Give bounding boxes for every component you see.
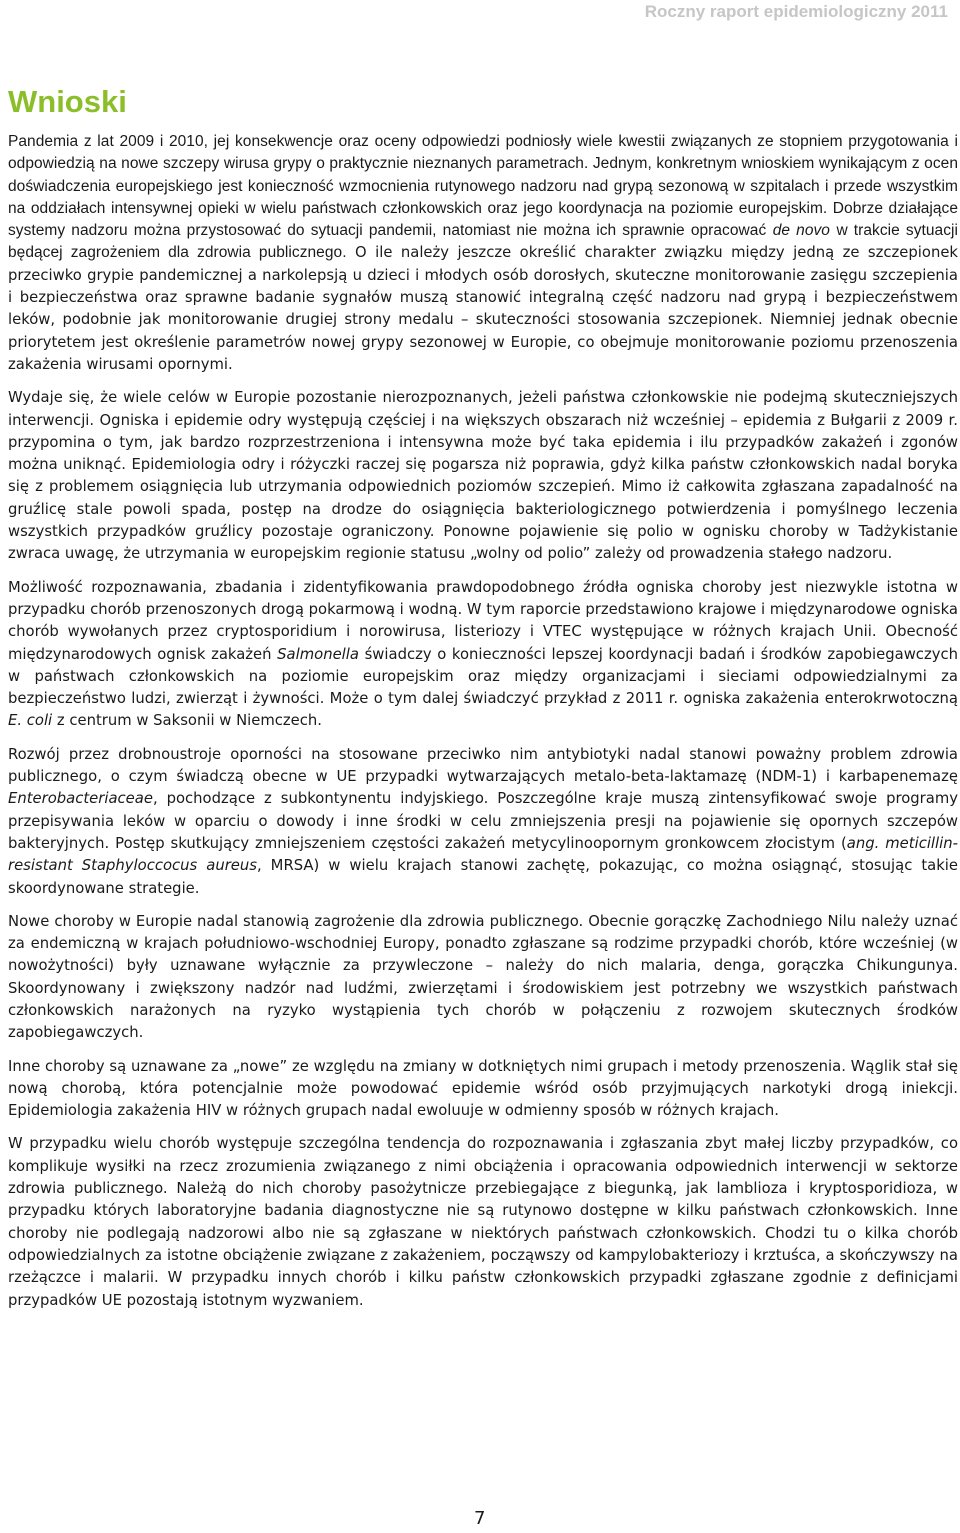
paragraph-text: z centrum w Saksonii w Niemczech. bbox=[56, 712, 322, 730]
paragraph-foodborne bbox=[8, 577, 958, 733]
paragraph-new-diseases: Inne choroby są uznawane za „nowe” ze względu na zmiany w dotkniętych nimi grupach i metody przenoszenia. Wąglik stał się nową chorobą, która potencjalnie może powodować epidemie wśród osób przyjmujących narkotyki drogą iniekcji. Epidemiologia zakażenia HIV w różnych grupach nadal ewoluuje w odmienny sposób w różnych krajach. bbox=[8, 1057, 958, 1120]
paragraph-text: świadczy o konieczności lepszej koordynacji badań i środków zapobiegawczych w państwach członkowskich na poziomie europejskim oraz między organizacjami i sieciami odpowiedzialnymi za bezpieczeństwo ludzi, zwierząt i żywności. Może o tym dalej świadczyć przykład z 2011 r. ogniska zakażenia enterokrwotoczną bbox=[8, 645, 958, 708]
paragraph-text: w trakcie sytuacji będącej zagrożeniem dla zdrowia publicznego. bbox=[8, 222, 958, 262]
italic-term: ang. meticillin-resistant Staphyloccocus aureus bbox=[8, 834, 958, 875]
italic-term: de novo bbox=[772, 222, 830, 240]
paragraph-vaccination: Wydaje się, że wiele celów w Europie pozostanie nierozpoznanych, jeżeli państwa członkowskie nie podejmą skuteczniejszych interwencji. Ogniska i epidemie odry występują częściej i na większych obszarach niż wcześniej – epidemia z Bułgarii z 2009 r. przypomina o tym, jak bardzo rozprzestrzeniona i intensywna może być taka epidemia i ilu przypadków zakażeń i zgonów można uniknąć. Epidemiologia odry i różyczki raczej się pogarsza niż poprawia, gdyż kilka państw członkowskich nadal boryka się z problemem osiągnięcia lub utrzymania odpowiednich poziomów szczepień. Mimo iż całkowita zgłaszana zapadalność na gruźlicę stale powoli spada, postęp na drodze do osiągnięcia bakteriologicznego potwierdzenia i pomyślnego leczenia wszystkich przypadków gruźlicy pozostaje ograniczony. Ponowne pojawienie się polio w ognisku choroby w Tadżykistanie zwraca uwagę, że utrzymania w europejskim regionie statusu „wolny od polio” zależy od prowadzenia stałego nadzoru. bbox=[8, 389, 958, 563]
paragraph-underreporting: W przypadku wielu chorób występuje szczególna tendencja do rozpoznawania i zgłaszania zbyt małej liczby przypadków, co komplikuje wysiłki na rzecz zrozumienia związanego z nimi obciążenia i opracowania odpowiednich interwencji w sektorze zdrowia publicznego. Należą do nich choroby pasożytnicze przebiegające z biegunką, jak lamblioza i kryptosporidioza, w przypadku których laboratoryjne badania diagnostyczne nie są rutynowo dostępne w kilku państwach członkowskich. Inne choroby nie podlegają nadzorowi albo nie są zgłaszane w niektórych państwach członkowskich. Chodzi tu o kilka chorób odpowiedzialnych za istotne obciążenie związane z zakażeniem, począwszy od kampylobakteriozy i krztuśca, a skończywszy na rzeżączce i malarii. W przypadku innych chorób i kilku państw członkowskich przypadki zgłaszane zgodnie z definicjami przypadków UE pozostają istotnym wyzwaniem. bbox=[8, 1135, 958, 1309]
paragraph-text: O ile należy jeszcze określić charakter związku między jedną ze szczepionek przeciwko grypie pandemicznej a narkolepsją u dzieci i młodych osób dorosłych, skuteczne monitorowanie zasięgu szczepienia i bezpieczeństwa oraz sprawne badanie sygnałów muszą stanowić integralną część nadzoru nad grypą i bezpieczeństwem leków, podobnie jak monitorowanie drugiej strony medalu – skuteczności stosowania szczepionek. Niemniej jednak obecnie priorytetem jest określenie parametrów nowej grypy sezonowej w Europie, co obejmuje monitorowanie poziomu przenoszenia zakażenia wirusami opornymi. bbox=[8, 244, 959, 373]
page-number: 7 bbox=[474, 1508, 486, 1529]
paragraph-text: , pochodzące z subkontynentu indyjskiego. Poszczególne kraje muszą zintensyfikować swoje programy przepisywania leków w oparciu o dowody i inne środki w celu zmniejszenia presji na pojawienie się opornych szczepów bakteryjnych. Postęp skutkujący zmniejszeniem częstości zakażeń metycylinoopornym gronkowcem złocistym ( bbox=[8, 790, 958, 852]
paragraph-influenza bbox=[8, 131, 958, 376]
paragraph-text: Rozwój przez drobnoustroje oporności na stosowane przeciwko nim antybiotyki nadal stanowi poważny problem zdrowia publicznego, o czym świadczą obecne w UE przypadki wytwarzających metalo-beta-laktamazę (NDM-1) i karbapenemazę bbox=[8, 745, 958, 786]
paragraph-text: Pandemia z lat 2009 i 2010, jej konsekwencje oraz oceny odpowiedzi podniosły wiele kwestii związanych ze stopniem przygotowania i odpowiedzią na nowe szczepy wirusa grypy o praktycznie nieznanych parametrach. Jednym, konkretnym wnioskiem wynikającym z ocen doświadczenia europejskiego jest konieczność wzmocnienia rutynowego nadzoru nad grypą sezonową w szpitalach i przede wszystkim na oddziałach intensywnej opieki w wielu państwach członkowskich oraz jego koordynacja na poziomie europejskim. Dobrze działające systemy nadzoru można przystosować do sytuacji pandemii, natomiast nie można ich sprawnie opracować bbox=[8, 133, 958, 240]
paragraph-text: Możliwość rozpoznawania, zbadania i zidentyfikowania prawdopodobnego źródła ogniska choroby jest niezwykle istotna w przypadku chorób przenoszonych drogą pokarmową i wodną. W tym raporcie przedstawiono krajowe i międzynarodowe ogniska chorób wywołanych przez cryptosporidium i norowirusa, listeriozy i VTEC występujące w różnych krajach Unii. Obecność międzynarodowych ognisk zakażeń bbox=[8, 578, 958, 663]
paragraph-antimicrobial-resistance bbox=[8, 744, 958, 900]
paragraph-emerging-diseases: Nowe choroby w Europie nadal stanowią zagrożenie dla zdrowia publicznego. Obecnie gorączkę Zachodniego Nilu należy uznać za endemiczną w krajach południowo-wschodniej Europy, ponadto zgłaszane są rodzime przypadki chorób, które wcześniej (w nowożytności) były uznawane wyłącznie za przywleczone – należy do nich malaria, denga, gorączka Chikungunya. Skoordynowany i zwiększony nadzór nad ludźmi, zwierzętami i środowiskiem jest potrzebny we wszystkich państwach członkowskich narażonych na ryzyko wystąpienia tych chorób w połączeniu z rozwojem skutecznych środków zapobiegawczych. bbox=[8, 912, 958, 1042]
italic-term: Salmonella bbox=[277, 645, 359, 663]
document-body bbox=[8, 131, 958, 1323]
italic-term: Enterobacteriaceae bbox=[8, 790, 153, 808]
italic-term: E. coli bbox=[8, 712, 53, 730]
paragraph-text: , MRSA) w wielu krajach stanowi zachętę, pokazując, co można osiągnąć, stosując takie skoordynowane strategie. bbox=[8, 857, 958, 897]
page-title: Wnioski bbox=[8, 84, 127, 119]
running-header: Roczny raport epidemiologiczny 2011 bbox=[644, 2, 948, 21]
